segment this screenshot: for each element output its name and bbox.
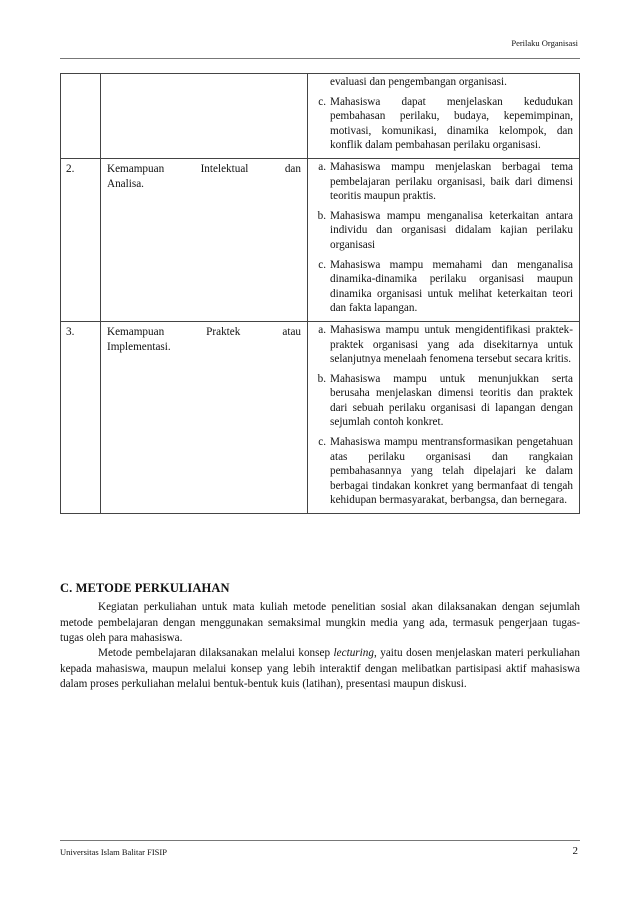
outcome-text: Mahasiswa mampu mentransformasikan pengetahuan atas perilaku organisasi dan rangkaian pembahasannya yang telah dipelajari ke dalam berbagai tindakan konkret yang bermanfaat di tengah kehidupan bermasyarakat, berbangsa, dan bernegara. bbox=[330, 436, 573, 507]
outcome-marker: a. bbox=[318, 160, 326, 173]
outcome-text: Mahasiswa mampu untuk mengidentifikasi praktek-praktek organisasi yang ada disekitarnya untuk selanjutnya menelaah fenomena tersebut secara kritis. bbox=[330, 323, 573, 366]
outcome-item bbox=[308, 209, 573, 253]
outcome-item bbox=[308, 258, 573, 316]
outcome-text: Mahasiswa mampu menjelaskan berbagai tema pembelajaran perilaku organisasi, baik dari dimensi teoritis maupun praktis. bbox=[330, 160, 573, 203]
footer-institution: Universitas Islam Balitar FISIP bbox=[60, 847, 167, 857]
outcome-text: Mahasiswa mampu menganalisa keterkaitan antara individu dan organisasi didalam kajian perilaku organisasi bbox=[330, 209, 573, 251]
competency-name bbox=[101, 74, 308, 159]
paragraph-2-text-after: , yaitu dosen menjelaskan materi perkuliahan kepada mahasiswa, maupun melalui konsep yang lebih interaktif dengan melibatkan partisipasi aktif mahasiswa dalam proses perkuliahan melalui bentuk-bentuk kuis (latihan), presentasi maupun diskusi. bbox=[60, 647, 580, 691]
outcome-marker: c. bbox=[318, 258, 326, 271]
paragraph-1 bbox=[60, 600, 580, 647]
outcome-marker: b. bbox=[317, 209, 326, 222]
row-number: 3. bbox=[61, 321, 101, 513]
outcome-list bbox=[308, 321, 580, 513]
outcome-marker bbox=[308, 75, 330, 90]
footer-rule bbox=[60, 840, 580, 841]
outcome-marker: a. bbox=[318, 323, 326, 336]
outcome-item bbox=[308, 435, 573, 508]
outcome-marker: c. bbox=[318, 436, 326, 449]
competency-name-line: Analisa. bbox=[107, 177, 144, 190]
table-row bbox=[61, 158, 580, 321]
outcome-list bbox=[308, 158, 580, 321]
paragraph-2-text-before: Metode pembelajaran dilaksanakan melalui konsep bbox=[98, 647, 334, 659]
outcome-item bbox=[308, 75, 573, 90]
table-row bbox=[61, 321, 580, 513]
outcome-marker: b. bbox=[317, 372, 326, 385]
outcome-text: Mahasiswa mampu untuk menunjukkan serta berusaha menjelaskan dimensi teoritis dan praktek dari sebuah perilaku organisasi di lapangan dengan sejumlah contoh konkret. bbox=[330, 372, 573, 429]
competency-name-line: Kemampuan Praktek atau bbox=[107, 325, 301, 338]
header-rule bbox=[60, 58, 580, 59]
outcome-item bbox=[308, 372, 573, 430]
competency-name bbox=[101, 158, 308, 321]
outcome-marker: c. bbox=[318, 95, 326, 108]
outcome-list bbox=[308, 74, 580, 159]
learning-outcomes-table bbox=[60, 73, 580, 514]
row-number bbox=[61, 74, 101, 159]
running-header: Perilaku Organisasi bbox=[511, 38, 578, 48]
competency-name bbox=[101, 321, 308, 513]
row-number: 2. bbox=[61, 158, 101, 321]
outcome-item bbox=[308, 323, 573, 367]
table-row bbox=[61, 74, 580, 159]
outcome-item bbox=[308, 160, 573, 204]
outcome-item bbox=[308, 95, 573, 153]
section-title: C. METODE PERKULIAHAN bbox=[60, 581, 230, 595]
competency-name-line: Kemampuan Intelektual dan bbox=[107, 162, 301, 175]
paragraph-2 bbox=[60, 646, 580, 693]
outcome-text: evaluasi dan pengembangan organisasi. bbox=[330, 76, 507, 88]
competency-name-line: Implementasi. bbox=[107, 340, 171, 353]
paragraph-1-text: Kegiatan perkuliahan untuk mata kuliah metode penelitian sosial akan dilaksanakan dengan sejumlah metode pembelajaran dengan menggunakan semaksimal mungkin media yang ada, termasuk pengerjaan tugas-tugas oleh para mahasiswa. bbox=[60, 601, 580, 645]
paragraph-2-emphasis: lecturing bbox=[333, 647, 374, 659]
outcome-text: Mahasiswa mampu memahami dan menganalisa dinamika-dinamika perilaku organisasi maupun dinamika organisasi untuk melihat keterkaitan teori dan fakta lapangan. bbox=[330, 258, 573, 315]
page-number: 2 bbox=[572, 845, 578, 857]
outcome-text: Mahasiswa dapat menjelaskan kedudukan pembahasan perilaku, budaya, kepemimpinan, motivasi, komunikasi, dinamika kelompok, dan konflik dalam pembahasan perilaku organisasi. bbox=[330, 95, 573, 152]
